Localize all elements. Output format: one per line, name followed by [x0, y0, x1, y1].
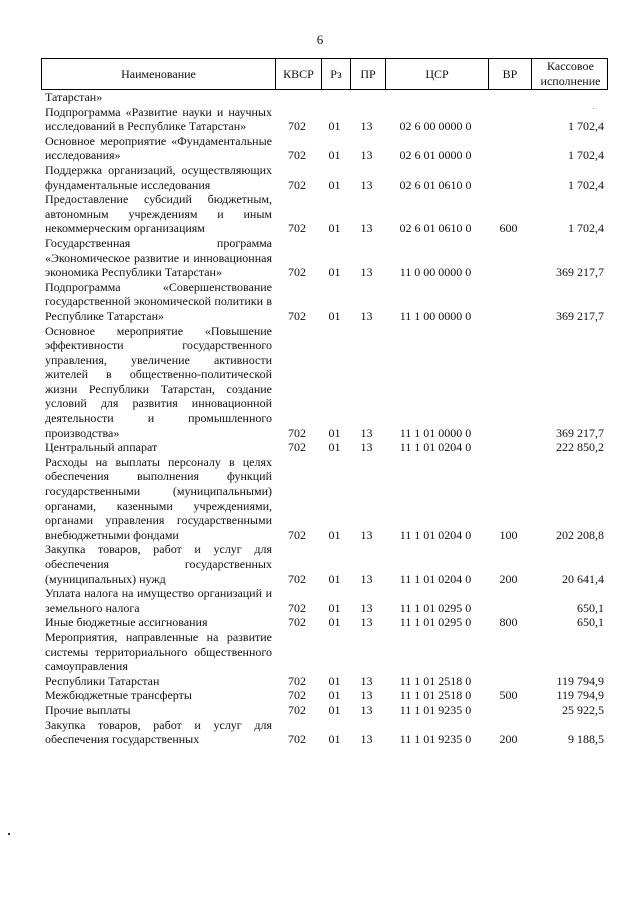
cell-csr: 02 6 01 0610 0 — [399, 177, 472, 192]
cell-pr: 13 — [360, 440, 373, 455]
table-row — [41, 280, 608, 324]
table-row — [41, 688, 608, 703]
cell-pr: 13 — [360, 615, 373, 630]
cell-pr: 13 — [360, 119, 373, 134]
scan-mark — [593, 108, 594, 109]
cell-vr: 100 — [499, 527, 518, 542]
cell-csr: 11 1 01 0204 0 — [399, 440, 472, 455]
cell-vr: 800 — [499, 615, 518, 630]
cell-name: Основное мероприятие «Фундаментальные исследования» — [45, 133, 272, 163]
cell-amount: 1 702,4 — [568, 148, 604, 163]
cell-kvsr: 702 — [288, 702, 306, 717]
cell-csr: 11 1 01 9235 0 — [399, 702, 472, 717]
table-body — [41, 90, 608, 747]
cell-name: Татарстан» — [45, 90, 103, 104]
cell-amount: 20 641,4 — [562, 571, 604, 586]
cell-amount: 119 794,9 — [556, 688, 604, 703]
table-row — [41, 718, 608, 747]
cell-pr: 13 — [360, 265, 373, 280]
table-row — [41, 674, 608, 689]
table-row — [41, 586, 608, 615]
cell-pr: 13 — [360, 308, 373, 323]
cell-name: Расходы на выплаты персоналу в целях обеспечения выполнения функций государственными (муниципальными) органами, казенными учреждениями, органами управления государственными внебюджетными фондами — [45, 454, 272, 542]
page-number: 6 — [316, 32, 324, 47]
cell-rz: 01 — [328, 177, 341, 192]
cell-csr: 11 1 01 0000 0 — [399, 425, 472, 440]
cell-rz: 01 — [328, 119, 341, 134]
cell-name: Поддержка организаций, осуществляющих фундаментальные исследования — [45, 162, 272, 192]
cell-pr: 13 — [360, 148, 373, 163]
cell-kvsr: 702 — [288, 177, 306, 192]
cell-kvsr: 702 — [288, 688, 306, 703]
cell-rz: 01 — [328, 221, 341, 236]
cell-kvsr: 702 — [288, 308, 306, 323]
cell-name: Основное мероприятие «Повышение эффективности государственного управления, увеличение активности жителей в общественно-политической жизни Республики Татарстан, создание условий для развития инновационной деятельности и промышленного производства» — [45, 323, 272, 440]
cell-vr: 200 — [499, 571, 518, 586]
cell-amount: 25 922,5 — [562, 702, 604, 717]
cell-name: Уплата налога на имущество организаций и земельного налога — [45, 586, 272, 615]
cell-pr: 13 — [360, 177, 373, 192]
cell-rz: 01 — [328, 265, 341, 280]
header-csr: ЦСР — [385, 59, 488, 89]
cell-amount: 650,1 — [577, 600, 604, 615]
cell-rz: 01 — [328, 615, 341, 630]
table-row — [41, 90, 608, 105]
cell-amount: 202 208,8 — [556, 527, 604, 542]
cell-amount: 369 217,7 — [556, 308, 604, 323]
cell-name: Мероприятия, направленные на развитие системы территориального общественного самоуправления — [45, 629, 272, 674]
cell-amount: 119 794,9 — [556, 673, 604, 688]
cell-kvsr: 702 — [288, 425, 306, 440]
table-row — [41, 163, 608, 192]
cell-name: Прочие выплаты — [45, 702, 131, 717]
cell-kvsr: 702 — [288, 119, 306, 134]
cell-name: Закупка товаров, работ и услуг для обеспечения государственных (муниципальных) нужд — [45, 542, 272, 586]
table-row — [41, 324, 608, 441]
cell-rz: 01 — [328, 600, 341, 615]
cell-kvsr: 702 — [288, 148, 306, 163]
cell-csr: 11 1 01 0204 0 — [399, 571, 472, 586]
header-pr: ПР — [350, 59, 385, 89]
cell-csr: 11 1 01 0295 0 — [399, 615, 472, 630]
header-amount: Кассовое исполнение — [531, 59, 609, 89]
cell-amount: 9 188,5 — [568, 732, 604, 747]
cell-rz: 01 — [328, 527, 341, 542]
cell-name: Предоставление субсидий бюджетным, автономным учреждениям и иным некоммерческим организациям — [45, 192, 272, 236]
cell-name: Центральный аппарат — [45, 440, 158, 455]
header-kvsr: КВСР — [275, 59, 321, 89]
table-row — [41, 134, 608, 163]
cell-pr: 13 — [360, 702, 373, 717]
cell-pr: 13 — [360, 688, 373, 703]
cell-kvsr: 702 — [288, 615, 306, 630]
cell-csr: 11 1 01 0295 0 — [399, 600, 472, 615]
cell-name: Закупка товаров, работ и услуг для обеспечения государственных — [45, 717, 272, 747]
cell-amount: 369 217,7 — [556, 425, 604, 440]
table-row — [41, 630, 608, 674]
cell-vr: 500 — [499, 688, 518, 703]
cell-amount: 369 217,7 — [556, 265, 604, 280]
cell-pr: 13 — [360, 221, 373, 236]
cell-csr: 11 1 01 0204 0 — [399, 527, 472, 542]
header-name: Наименование — [121, 66, 196, 81]
cell-pr: 13 — [360, 425, 373, 440]
cell-vr: 200 — [499, 732, 518, 747]
cell-csr: 02 6 01 0610 0 — [399, 221, 472, 236]
header-rz: Рз — [321, 59, 350, 89]
cell-rz: 01 — [328, 702, 341, 717]
cell-pr: 13 — [360, 673, 373, 688]
cell-kvsr: 702 — [288, 440, 306, 455]
cell-amount: 1 702,4 — [568, 177, 604, 192]
cell-csr: 02 6 00 0000 0 — [399, 119, 472, 134]
cell-kvsr: 702 — [288, 600, 306, 615]
table-row — [41, 615, 608, 630]
cell-csr: 11 1 01 2518 0 — [399, 673, 472, 688]
budget-table — [41, 58, 608, 747]
cell-rz: 01 — [328, 732, 341, 747]
table-row — [41, 440, 608, 455]
cell-rz: 01 — [328, 673, 341, 688]
table-row — [41, 703, 608, 718]
cell-pr: 13 — [360, 600, 373, 615]
cell-rz: 01 — [328, 571, 341, 586]
cell-rz: 01 — [328, 688, 341, 703]
cell-name: Подпрограмма «Развитие науки и научных исследований в Республике Татарстан» — [45, 104, 272, 134]
cell-csr: 11 1 00 0000 0 — [399, 308, 472, 323]
table-row — [41, 455, 608, 543]
cell-csr: 02 6 01 0000 0 — [399, 148, 472, 163]
table-row — [41, 236, 608, 280]
cell-name: Межбюджетные трансферты — [45, 688, 192, 703]
scan-speck — [8, 833, 10, 835]
cell-csr: 11 1 01 2518 0 — [399, 688, 472, 703]
cell-name: Иные бюджетные ассигнования — [45, 615, 208, 630]
cell-amount: 1 702,4 — [568, 119, 604, 134]
table-row — [41, 105, 608, 134]
cell-rz: 01 — [328, 440, 341, 455]
cell-rz: 01 — [328, 425, 341, 440]
cell-kvsr: 702 — [288, 732, 306, 747]
cell-kvsr: 702 — [288, 571, 306, 586]
cell-csr: 11 1 01 9235 0 — [399, 732, 472, 747]
cell-amount: 650,1 — [577, 615, 604, 630]
cell-pr: 13 — [360, 527, 373, 542]
cell-name: Государственная программа «Экономическое развитие и инновационная экономика Республики Татарстан» — [45, 235, 272, 280]
cell-pr: 13 — [360, 732, 373, 747]
cell-kvsr: 702 — [288, 673, 306, 688]
cell-csr: 11 0 00 0000 0 — [399, 265, 472, 280]
cell-vr: 600 — [499, 221, 518, 236]
cell-rz: 01 — [328, 308, 341, 323]
header-vr: ВР — [488, 59, 531, 89]
cell-kvsr: 702 — [288, 265, 306, 280]
cell-kvsr: 702 — [288, 221, 306, 236]
table-row — [41, 192, 608, 236]
cell-name: Республики Татарстан — [45, 673, 160, 688]
cell-kvsr: 702 — [288, 527, 306, 542]
table-header — [41, 58, 608, 90]
cell-name: Подпрограмма «Совершенствование государственной экономической политики в Республике Татарстан» — [45, 279, 272, 323]
table-row — [41, 542, 608, 586]
cell-amount: 1 702,4 — [568, 221, 604, 236]
cell-amount: 222 850,2 — [556, 440, 604, 455]
cell-rz: 01 — [328, 148, 341, 163]
cell-pr: 13 — [360, 571, 373, 586]
